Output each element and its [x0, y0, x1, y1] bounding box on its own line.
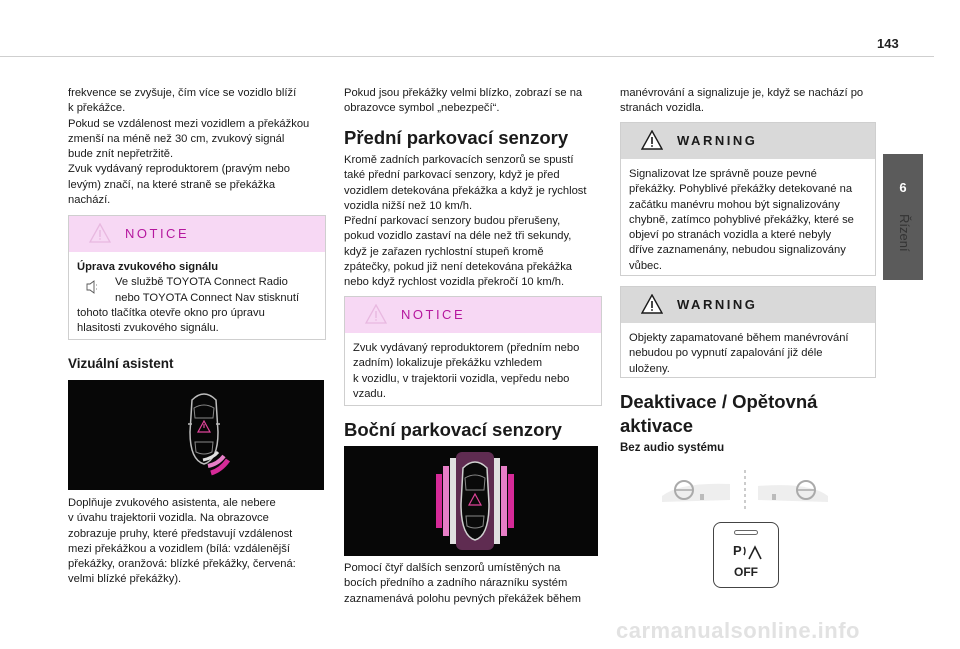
- text-line: tohoto tlačítka otevře okno pro úpravu: [77, 306, 265, 319]
- col1-intro: [68, 86, 328, 208]
- text-line: vůbec.: [629, 259, 662, 272]
- text-line: mezi překážkou a vozidlem (bílá: vzdálenější: [68, 542, 290, 555]
- notice-title: NOTICE: [401, 307, 466, 322]
- svg-text:P: P: [733, 543, 742, 558]
- side-sensors-image: [344, 446, 598, 556]
- text-line: Pokud jsou překážky velmi blízko, zobrazí se na: [344, 87, 583, 99]
- warning-triangle-icon: [89, 223, 111, 243]
- notice-body: [345, 333, 601, 410]
- text-line: bocích předního a zadního nárazníku systém: [344, 577, 568, 590]
- notice-title: NOTICE: [125, 226, 190, 241]
- header-rule: [0, 56, 934, 57]
- text-line: vozidlem detekována překážka a když je rychlost: [344, 184, 587, 197]
- warning-triangle-icon: [641, 294, 663, 314]
- text-line: překážky, oranžová: blízké překážky, červená:: [68, 558, 296, 571]
- speaker-icon: [86, 280, 98, 294]
- warning-header: [621, 287, 875, 323]
- warning-header: [621, 123, 875, 159]
- notice-box-1: [68, 215, 326, 340]
- watermark: carmanualsonline.info: [616, 618, 860, 643]
- front-sensors-text: [344, 153, 606, 291]
- warning-title: WARNING: [677, 133, 758, 148]
- text-line: levým) značí, na které straně se překážka: [68, 178, 276, 191]
- text-line: chybně, zatímco pohyblivé překážky, které se: [629, 213, 854, 226]
- text-line: Ve službě TOYOTA Connect Radio: [115, 276, 288, 289]
- col3-intro: [620, 86, 882, 117]
- front-sensors-heading: Přední parkovací senzory: [344, 127, 569, 148]
- text-line: bude znít nepřetržitě.: [68, 148, 174, 161]
- text-line: frekvence se zvyšuje, čím více se vozidlo blíží: [68, 87, 297, 99]
- car-side-sensors-icon: [344, 446, 598, 556]
- warning-body: [621, 323, 875, 385]
- text-line: Zvuk vydávaný reproduktorem (předním nebo: [353, 342, 580, 354]
- section-tab-label: Řízení: [897, 214, 912, 252]
- section-tab-number: 6: [899, 180, 907, 195]
- text-line: když je zařazen rychlostní stupeň kromě: [344, 245, 544, 258]
- visual-assistant-text: [68, 496, 330, 588]
- heading-line: Deaktivace / Opětovná: [620, 391, 818, 412]
- page-number: 143: [877, 36, 899, 51]
- text-line: vozidla nižší než 10 km/h.: [344, 199, 473, 212]
- notice-body: [69, 252, 325, 344]
- text-line: Kromě zadních parkovacích senzorů se spustí: [344, 154, 574, 166]
- warning-box-2: [620, 286, 876, 378]
- text-line: překážky. Pohyblivé překážky detekované na: [629, 183, 853, 196]
- section-tab-label-wrap: [888, 214, 918, 274]
- text-line: v úvahu trajektorii vozidla. Na obrazovce: [68, 512, 269, 525]
- warning-box-1: [620, 122, 876, 276]
- text-line: začátku manévru mohou být signalizovány: [629, 198, 840, 211]
- side-sensors-heading: Boční parkovací senzory: [344, 419, 562, 440]
- text-line: zpátečky, pokud již není detekována překážka: [344, 261, 573, 274]
- side-sensors-text: [344, 561, 606, 607]
- text-line: objeví po stranách vozidla a které nebyly: [629, 229, 832, 242]
- text-line: nebudou po vypnutí zapalování již déle: [629, 347, 823, 360]
- text-line: obrazovce symbol „nebezpečí“.: [344, 102, 500, 115]
- notice-header: [69, 216, 325, 252]
- text-line: Signalizovat lze správně pouze pevné: [629, 168, 817, 180]
- text-line: Doplňuje zvukového asistenta, ale nebere: [68, 497, 276, 509]
- text-line: také přední parkovací senzory, když je před: [344, 169, 560, 182]
- text-line: Zvuk vydávaný reproduktorem (pravým nebo: [68, 163, 290, 176]
- text-line: zaznamenává polohu pevných překážek během: [344, 592, 581, 605]
- dashboard-steering-illustration: [660, 466, 830, 512]
- text-line: vzadu.: [353, 387, 386, 400]
- text-line: nachází.: [68, 194, 111, 207]
- text-line: zobrazuje pruhy, které představují vzdálenost: [68, 527, 293, 540]
- no-audio-heading: Bez audio systému: [620, 442, 725, 454]
- col2-intro: [344, 86, 606, 117]
- text-line: dříve zaznamenány, nebudou signalizovány: [629, 244, 846, 257]
- text-line: stranách vozidla.: [620, 102, 704, 115]
- warning-triangle-icon: [641, 130, 663, 150]
- text-line: zmenší na méně než 30 cm, zvukový signál: [68, 132, 285, 145]
- text-line: velmi blízké překážky).: [68, 573, 182, 586]
- notice-box-2: [344, 296, 602, 406]
- parking-sensor-icon: [731, 541, 763, 563]
- car-top-view-icon: [68, 380, 324, 490]
- text-line: pokud vozidlo zastaví na déle než tři sekundy,: [344, 230, 572, 243]
- text-line: Pomocí čtyř dalších senzorů umístěných na: [344, 562, 561, 574]
- text-line: Objekty zapamatované během manévrování: [629, 332, 849, 344]
- warning-triangle-icon: [365, 304, 387, 324]
- notice-heading: Úprava zvukového signálu: [77, 261, 219, 273]
- visual-assistant-heading: Vizuální asistent: [68, 356, 174, 371]
- text-line: nebo TOYOTA Connect Nav stisknutí: [115, 291, 300, 304]
- text-line: k překážce.: [68, 102, 126, 115]
- deactivation-heading: [620, 390, 882, 438]
- text-line: Přední parkovací senzory budou přerušeny,: [344, 215, 561, 228]
- text-line: zadním) lokalizuje překážku vzhledem: [353, 357, 543, 370]
- text-line: manévrování a signalizuje je, když se nachází po: [620, 87, 864, 99]
- text-line: nebo když rychlost vozidla překročí 10 km/h.: [344, 276, 565, 289]
- off-button-label: OFF: [734, 565, 758, 579]
- indicator-led: [734, 530, 758, 535]
- heading-line: aktivace: [620, 415, 694, 436]
- text-line: uloženy.: [629, 362, 670, 375]
- warning-body: [621, 159, 875, 282]
- text-line: k vozidlu, v trajektorii vozidla, vepředu nebo: [353, 372, 570, 385]
- warning-title: WARNING: [677, 297, 758, 312]
- park-assist-off-button[interactable]: [713, 522, 779, 588]
- text-line: Pokud se vzdálenost mezi vozidlem a překážkou: [68, 117, 310, 130]
- text-line: hlasitosti zvukového signálu.: [77, 322, 219, 335]
- notice-header: [345, 297, 601, 333]
- visual-assistant-image: [68, 380, 324, 490]
